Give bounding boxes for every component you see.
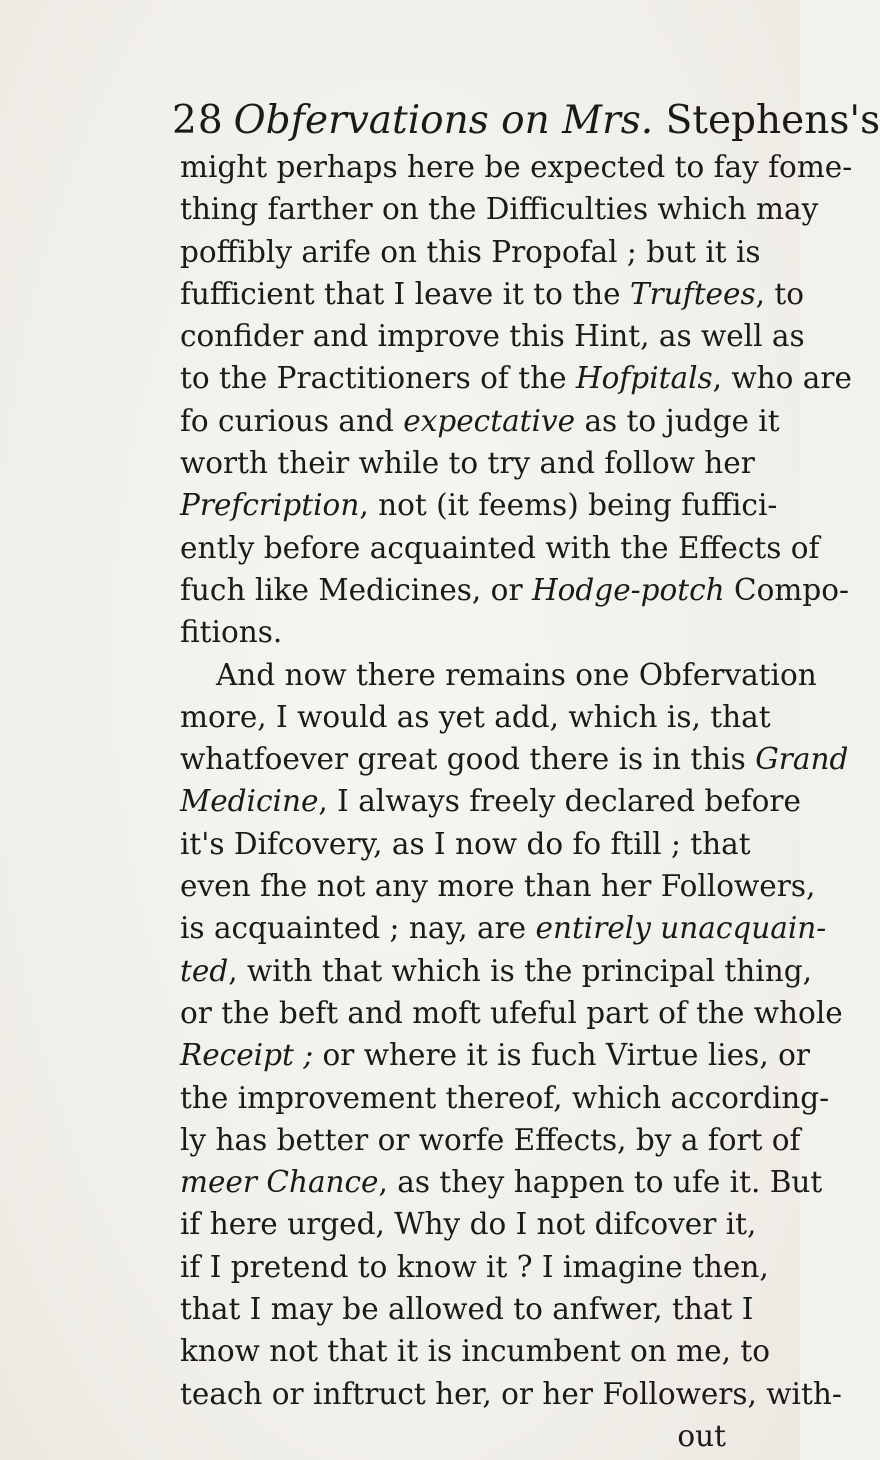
text-run: ently before acquainted with the Effects of [180, 530, 820, 565]
text-line [180, 1288, 754, 1330]
text-line [180, 1203, 757, 1245]
text-run: or where it is fuch Virtue lies, or [313, 1038, 810, 1073]
text-line [180, 780, 801, 822]
italic-phrase: meer Chance [180, 1165, 379, 1200]
text-line [180, 442, 755, 484]
italic-phrase: Truftees [630, 276, 756, 311]
text-line [180, 1161, 823, 1203]
italic-phrase: Receipt ; [180, 1038, 314, 1073]
italic-phrase: Hodge-potch [531, 572, 725, 607]
text-run: fitions. [180, 615, 283, 650]
text-line [180, 1077, 830, 1119]
text-run: And now there remains one Obfervation [216, 657, 817, 692]
italic-phrase: expectative [403, 403, 576, 438]
text-run: poffibly arife on this Propofal ; but it is [180, 234, 761, 269]
italic-phrase: Grand [755, 742, 849, 777]
text-run: if I pretend to know it ? I imagine then, [180, 1249, 769, 1284]
text-line [180, 315, 805, 357]
text-line [180, 738, 849, 780]
text-run: if here urged, Why do I not difcover it, [180, 1207, 757, 1242]
page-number: 28 [172, 98, 224, 143]
text-run: , with that which is the principal thing, [228, 953, 812, 988]
running-title-roman: Stephens's [665, 98, 880, 143]
text-run: ly has better or worfe Effects, by a fort of [180, 1122, 801, 1157]
text-run: fuch like Medicines, or [180, 572, 532, 607]
text-run: is acquainted ; nay, are [180, 911, 536, 946]
text-line [180, 696, 771, 738]
text-line [180, 273, 804, 315]
text-run: as to judge it [575, 403, 780, 438]
text-line [180, 484, 778, 526]
text-run: , I always freely declared before [318, 784, 801, 819]
text-line [180, 992, 843, 1034]
italic-phrase: ted [180, 953, 229, 988]
text-run: , not (it feems) being fuffici- [359, 488, 778, 523]
text-run: to the Practitioners of the [180, 361, 576, 396]
running-head [172, 96, 880, 146]
text-line [180, 907, 827, 949]
italic-phrase: Prefcription [180, 488, 360, 523]
text-run: , to [755, 276, 804, 311]
text-line [180, 1034, 810, 1076]
text-line [180, 823, 751, 865]
text-run: fufficient that I leave it to the [180, 276, 630, 311]
italic-phrase: Medicine [180, 784, 319, 819]
text-run: that I may be allowed to anfwer, that I [180, 1292, 754, 1327]
text-line [180, 611, 740, 653]
text-line [180, 1119, 801, 1161]
text-line [180, 950, 812, 992]
text-run: it's Difcovery, as I now do fo ftill ; that [180, 826, 751, 861]
text-line [180, 654, 817, 696]
text-run: even fhe not any more than her Followers, [180, 869, 816, 904]
text-line [180, 1246, 769, 1288]
text-run: , as they happen to ufe it. But [378, 1165, 823, 1200]
text-line [180, 1330, 770, 1372]
text-run: teach or inftruct her, or her Followers, with- [180, 1376, 842, 1411]
text-line [180, 146, 853, 188]
text-run: the improvement thereof, which according- [180, 1080, 830, 1115]
text-run: Compo- [724, 572, 849, 607]
text-line [180, 357, 852, 399]
text-line [180, 231, 761, 273]
body-text [180, 146, 853, 1457]
text-line [180, 569, 849, 611]
text-line [180, 865, 816, 907]
text-line [180, 527, 820, 569]
text-run: confider and improve this Hint, as well as [180, 319, 805, 354]
italic-phrase: Hofpitals [575, 361, 713, 396]
text-run: know not that it is incumbent on me, to [180, 1334, 770, 1369]
text-line [180, 1373, 842, 1415]
running-title-italic: Obfervations on Mrs. [233, 98, 654, 143]
text-run: or the beft and moft ufeful part of the whole [180, 995, 843, 1030]
text-line [180, 400, 780, 442]
italic-phrase: entirely unacquain- [535, 911, 827, 946]
text-run: might perhaps here be expected to fay fome- [180, 150, 853, 184]
text-run: worth their while to try and follow her [180, 446, 755, 481]
text-line [180, 188, 819, 230]
catchword: out [677, 1418, 726, 1453]
text-run: fo curious and [180, 403, 404, 438]
text-run: thing farther on the Difficulties which may [180, 192, 819, 227]
text-run: , who are [712, 361, 852, 396]
text-run: more, I would as yet add, which is, that [180, 699, 771, 734]
text-run: whatfoever great good there is in this [180, 742, 756, 777]
